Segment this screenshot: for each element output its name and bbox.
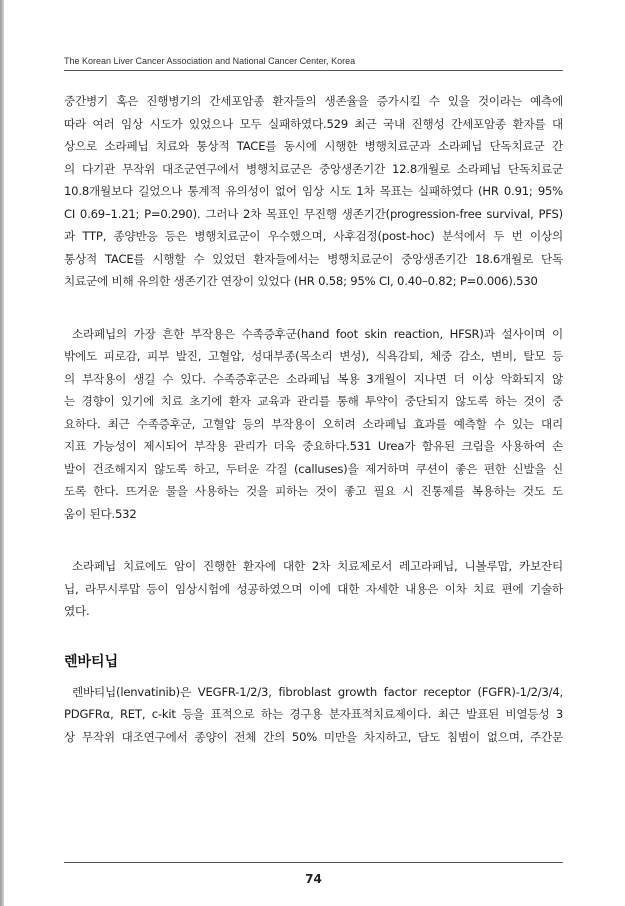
text-line: 도록 한다. 뜨거운 물을 사용하는 것을 피하는 것이 좋고 필요 시 진통제를 복용하는 것도 도 [64, 484, 563, 498]
text-line: 소라페닙 치료에도 암이 진행한 환자에 대한 2차 치료제로서 레고라페닙, 니볼루맙, 카보잔티 [72, 559, 563, 573]
text-line: 는 경향이 있기에 치료 초기에 환자 교육과 관리를 통해 투약이 중단되지 않도록 하는 것이 중 [64, 394, 563, 408]
text-line: PDGFRα, RET, c-kit 등을 표적으로 하는 경구용 분자표적치료제이다. 최근 발표된 비열등성 3 [64, 707, 563, 721]
header-rule [64, 70, 563, 71]
paragraph-lenvatinib [64, 681, 563, 749]
page-body [64, 90, 563, 748]
text-line: 밖에도 피로감, 피부 발진, 고혈압, 성대부종(목소리 변성), 식욕감퇴, 체중 감소, 변비, 탈모 등 [64, 349, 563, 363]
paragraph-second-line [64, 555, 563, 623]
text-line: 의 다기관 무작위 대조군연구에서 병행치료군은 중앙생존기간 12.8개월로 소라페닙 단독치료군 [64, 161, 563, 176]
page-left-edge [0, 0, 4, 906]
text-line: 렌바티닙(lenvatinib)은 VEGFR-1/2/3, fibroblast growth factor receptor (FGFR)-1/2/3/4, [72, 684, 563, 699]
text-line: 통상적 TACE를 시행할 수 있었던 환자들에서는 병행치료군이 중앙생존기간 18.6개월로 단독 [64, 251, 563, 266]
text-line: 따라 여러 임상 시도가 있었으나 모두 실패하였다.529 최근 국내 진행성 간세포암종 환자를 대 [64, 116, 563, 131]
paragraph-tace-combination [64, 90, 563, 293]
paragraph-gap [64, 525, 563, 555]
text-line: 상으로 소라페닙 치료와 통상적 TACE를 동시에 시행한 병행치료군과 소라페닙 단독치료군 간 [64, 139, 563, 153]
text-line: 요하다. 최근 수족증후군, 고혈압 등의 부작용이 오히려 소라페닙 효과를 예측할 수 있는 대리 [64, 416, 563, 431]
running-header: The Korean Liver Cancer Association and National Cancer Center, Korea [64, 56, 356, 66]
paragraph-side-effects [64, 323, 563, 526]
text-line: 치료군에 비해 유의한 생존기간 연장이 있었다 (HR 0.58; 95% CI, 0.40–0.82; P=0.006).530 [64, 274, 538, 288]
text-line: 중간병기 혹은 진행병기의 간세포암종 환자들의 생존율을 증가시킬 수 있을 것이라는 예측에 [64, 94, 563, 108]
paragraph-gap [64, 293, 563, 323]
text-line: 상 무작위 대조연구에서 종양이 전체 간의 50% 미만을 차지하고, 담도 침범이 없으며, 주간문 [64, 729, 563, 744]
text-line: 의 부작용이 생길 수 있다. 수족증후군은 소라페닙 복용 3개월이 지나면 더 이상 악화되지 않 [64, 371, 563, 386]
text-line: 발이 건조해지지 않도록 하고, 두터운 각질 (calluses)을 제거하며 쿠션이 좋은 편한 신발을 신 [64, 461, 563, 476]
text-line: 닙, 라무시루맙 등이 임상시험에 성공하였으며 이에 대한 자세한 내용은 이차 치료 편에 기술하 [64, 581, 563, 596]
text-line: 움이 된다.532 [64, 506, 137, 521]
text-line: 였다. [64, 604, 90, 618]
text-line: CI 0.69–1.21; P=0.290). 그러나 2차 목표인 무진행 생존기간(progression-free survival, PFS) [64, 206, 563, 221]
text-line: 소라페닙의 가장 흔한 부작용은 수족증후군(hand foot skin reaction, HFSR)과 설사이며 이 [72, 326, 563, 341]
text-line: 과 TTP, 종양반응 등은 병행치료군이 우수했으며, 사후검정(post-hoc) 분석에서 두 번 이상의 [64, 229, 563, 243]
page-number: 74 [305, 872, 322, 886]
text-line: 지표 가능성이 제시되어 부작용 관리가 더욱 중요하다.531 Urea가 함유된 크림을 사용하여 손 [64, 439, 563, 453]
text-line: 10.8개월보다 길었으나 통계적 유의성이 없어 임상 시도 1차 목표는 실패하였다 (HR 0.91; 95% [64, 184, 563, 198]
paragraph-gap [64, 623, 563, 648]
footer-rule [64, 862, 563, 863]
section-heading: 렌바티닙 [64, 653, 119, 670]
